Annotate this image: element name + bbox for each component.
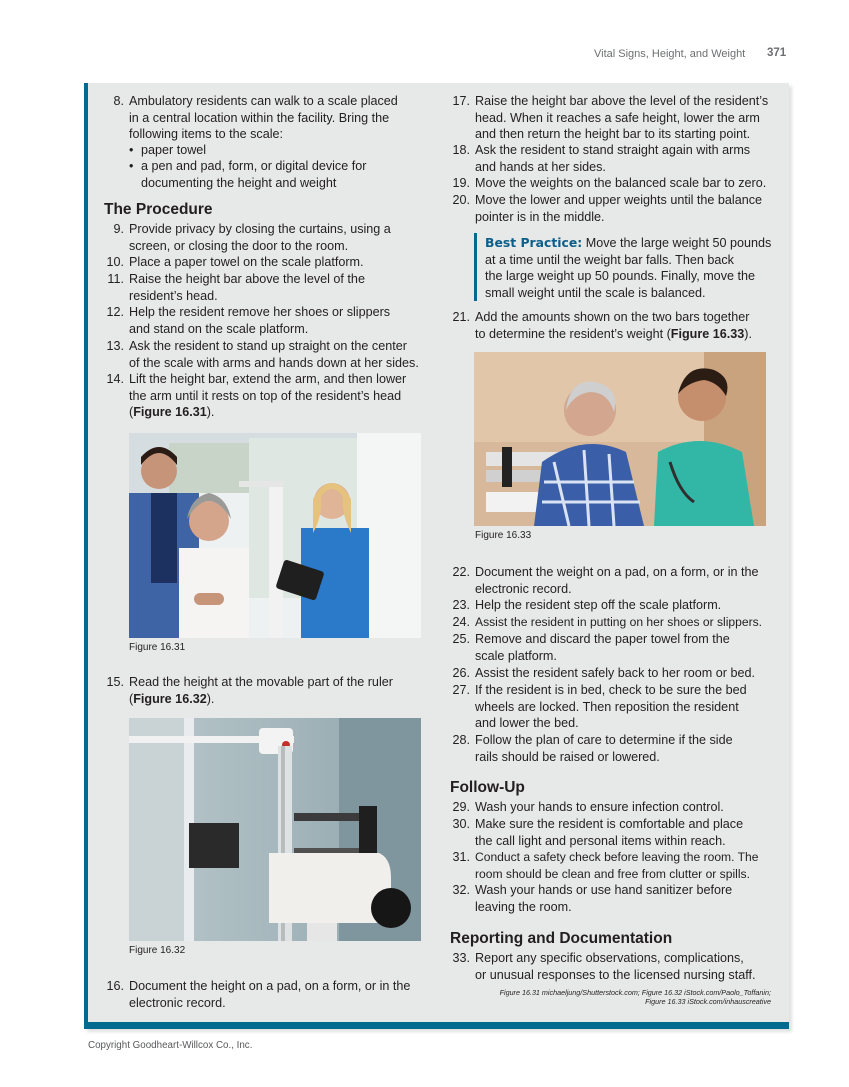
step-number: 32. [452,883,470,897]
line: Best Practice: Move the large weight 50 pounds [485,235,772,250]
line: head. When it reaches a safe height, lower the arm [475,110,760,125]
line: Assist the resident safely back to her room or bed. [475,666,755,680]
line: Document the height on a pad, on a form, or in the [129,979,411,993]
figure-reference: Figure 16.33 [670,326,745,341]
line: and hands at her sides. [475,159,606,174]
line: small weight until the scale is balanced. [485,285,706,300]
step-number: 24. [452,615,470,629]
line: and stand on the scale platform. [129,321,309,336]
bullet-text: a pen and pad, form, or digital device for [141,159,367,173]
step-number: 10. [106,255,124,269]
figure-reference: Figure 16.31 [133,405,207,420]
line: at a time until the weight bar falls. Then back [485,252,734,267]
line: Raise the height bar above the level of the [129,272,365,286]
line: Document the weight on a pad, on a form, or in the [475,565,759,579]
step-number: 27. [452,683,470,697]
figure-16-31-photo [129,433,421,638]
line: Report any specific observations, complications, [475,951,744,965]
best-practice-callout [474,233,772,301]
step-number: 13. [106,339,124,353]
line: to determine the resident’s weight (Figure 16.33). [475,326,752,341]
copyright-notice: Copyright Goodheart-Willcox Co., Inc. [88,1040,253,1051]
line: or unusual responses to the licensed nursing staff. [475,967,756,982]
follow-up-heading: Follow-Up [450,779,525,796]
line: electronic record. [475,581,572,596]
line: (Figure 16.32). [129,691,215,706]
best-practice-label: Best Practice: [485,235,583,250]
step-number: 18. [452,143,470,157]
step-number: 23. [452,598,470,612]
step-number: 33. [452,951,470,965]
figure-16-32-photo [129,718,421,941]
line: (Figure 16.31). [129,405,215,420]
line: Move the weights on the balanced scale bar to zero. [475,176,767,190]
step-number: 20. [452,193,470,207]
step-number: 16. [106,979,124,993]
step-number: 25. [452,632,470,646]
bullet-text: paper towel [141,143,207,157]
step-text [129,93,449,143]
line: the large weight up 50 pounds. Finally, move the [485,269,755,284]
figure-reference: Figure 16.32 [133,691,207,706]
line: Conduct a safety check before leaving the room. The [475,850,759,864]
line: wheels are locked. Then reposition the resident [475,699,739,714]
step-number: 19. [452,176,470,190]
step-number: 29. [452,800,470,814]
photo-credits [500,988,771,1006]
step-number: 9. [113,222,124,236]
line: Follow the plan of care to determine if the side [475,733,733,747]
credit-line: Figure 16.33 iStock.com/inhauscreative [645,997,771,1006]
line: electronic record. [129,995,226,1010]
line: in a central location within the facility. Bring the [129,110,390,125]
line: of the scale with arms and hands down at her sides. [129,355,419,370]
line: the arm until it rests on top of the resident’s head [129,388,402,403]
line: Add the amounts shown on the two bars together [475,310,750,324]
line: and then return the height bar to its starting point. [475,127,751,142]
page-number: 371 [767,47,787,59]
line: Move the lower and upper weights until the balance [475,193,763,207]
step-number: 14. [106,372,124,386]
line: Lift the height bar, extend the arm, and then lower [129,372,407,386]
line: Help the resident remove her shoes or slippers [129,305,391,319]
line: and lower the bed. [475,716,579,731]
credit-line: Figure 16.31 michaeljung/Shutterstock.com; Figure 16.32 iStock.com/Paolo_Toffanin; [499,988,771,997]
procedure-heading: The Procedure [104,201,213,218]
step-number: 28. [452,733,470,747]
line: following items to the scale: [129,127,283,142]
step-number: 26. [452,666,470,680]
line: scale platform. [475,648,557,663]
line: Remove and discard the paper towel from the [475,632,730,646]
step-number: 22. [452,565,470,579]
line: screen, or closing the door to the room. [129,238,349,253]
step-number: 12. [106,305,124,319]
line: room should be clean and free from clutter or spills. [475,866,750,881]
line: rails should be raised or lowered. [475,749,660,764]
figure-16-32-caption: Figure 16.32 [129,945,186,956]
step-number: 8. [113,94,124,108]
line: Read the height at the movable part of the ruler [129,675,393,689]
step-number: 17. [452,94,470,108]
line: resident’s head. [129,288,218,303]
step-number: 21. [452,310,470,324]
line: If the resident is in bed, check to be sure the bed [475,683,747,697]
line: Ambulatory residents can walk to a scale placed [129,94,398,108]
figure-16-31-caption: Figure 16.31 [129,642,186,653]
running-header-title: Vital Signs, Height, and Weight [594,48,746,60]
line: Make sure the resident is comfortable and place [475,817,744,831]
line: Place a paper towel on the scale platform. [129,255,364,269]
line: leaving the room. [475,899,572,914]
figure-16-33-caption: Figure 16.33 [475,530,532,541]
reporting-heading: Reporting and Documentation [450,930,673,947]
line: Provide privacy by closing the curtains, using a [129,222,391,236]
line: Ask the resident to stand straight again with arms [475,143,751,157]
step-number: 15. [106,675,124,689]
line: Ask the resident to stand up straight on the center [129,339,407,353]
line: Wash your hands to ensure infection control. [475,800,724,814]
line: Raise the height bar above the level of the resident’s [475,94,769,108]
line: Help the resident step off the scale platform. [475,598,722,612]
line: Wash your hands or use hand sanitizer before [475,883,733,897]
step-number: 11. [107,272,124,286]
line: pointer is in the middle. [475,209,605,224]
figure-16-33-photo [474,352,766,526]
line: Assist the resident in putting on her shoes or slippers. [475,615,763,629]
line: the call light and personal items within reach. [475,833,726,848]
step-number: 30. [452,817,470,831]
bullet-text: documenting the height and weight [141,175,337,190]
step-number: 31. [452,850,470,864]
